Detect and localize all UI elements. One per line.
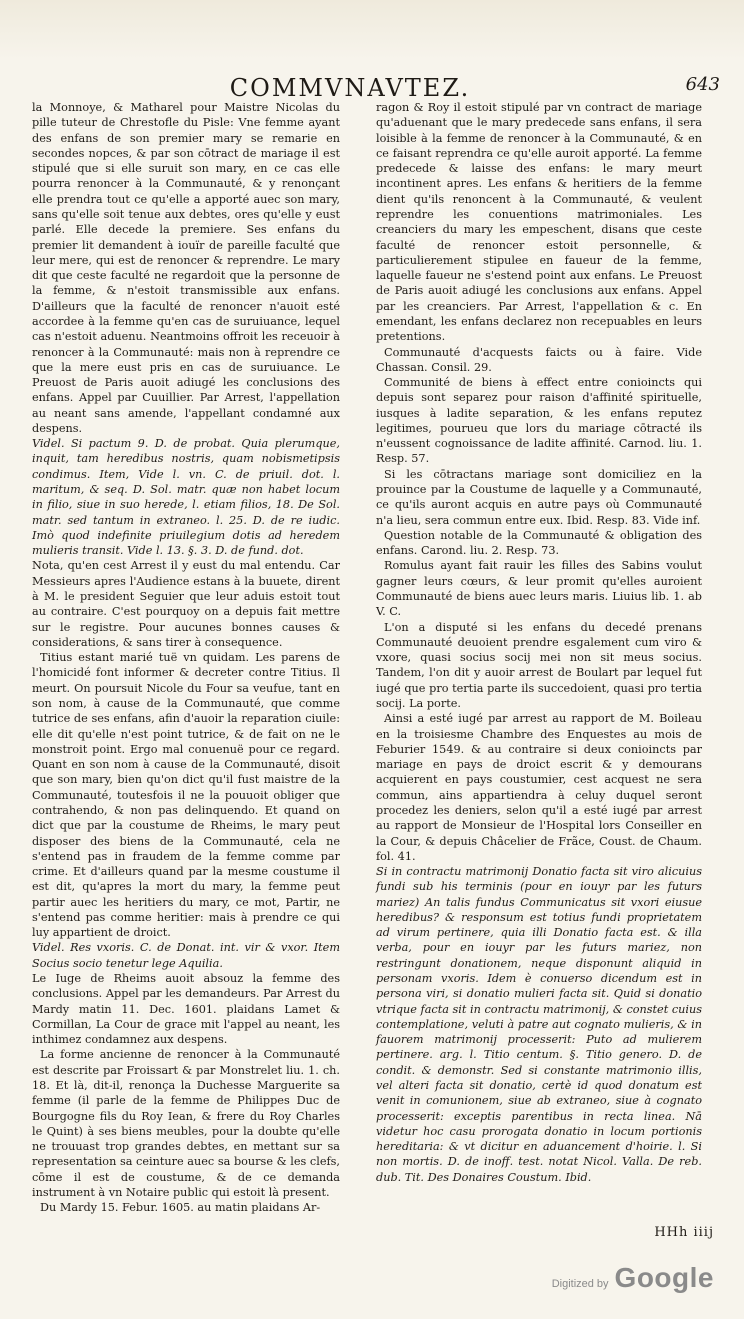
paragraph: ragon & Roy il estoit stipulé par vn contract de mariage qu'aduenant que le mary predecede sans enfans, il sera loisible à la femme de renoncer à la Communauté, & en ce faisant reprendra ce qu'elle auroit apporté. La femme predecede & laisse des enfans: le mary meurt incontinent apres. Les enfans & heritiers de la femme dient qu'ils renoncent à la Communauté, & veulent reprendre les conuentions matrimoniales. Les creanciers du mary les empeschent, disans que ceste faculté de renoncer estoit personnelle, & particulierement stipulee en faueur de la femme, laquelle faueur ne s'estend point aux enfans. Le Preuost de Paris auoit adiugé les conclusions aux enfans. Appel par les creanciers. Par Arrest, l'appellation & c. En emendant, les enfans declarez non recepuables en leurs pretentions. (376, 101, 702, 344)
paragraph: Communauté d'acquests faicts ou à faire. Vide Chassan. Consil. 29. (376, 345, 702, 374)
paragraph: la Monnoye, & Matharel pour Maistre Nicolas du pille tuteur de Chrestofle du Pisle: Vne femme ayant des enfans de son premier mary se remarie en secondes nopces, & par son cōtract de mariage il est stipulé que si elle suruit son mary, en ce cas elle pourra renoncer à la Communauté, & y renonçant elle prendra tout ce qu'elle a apporté auec son mary, sans qu'elle soit tenue aux debtes, ores qu'elle y eust parlé. Elle decede la premiere. Ses enfans du premier lit demandent à iouïr de pareille faculté que leur mere, qui est de renoncer & reprendre. Le mary dit que ceste faculté ne regardoit que la personne de la femme, & n'estoit transmissible aux enfans. D'ailleurs que la faculté de renoncer n'auoit esté accordee à la femme qu'en cas de suruiuance, lequel cas n'estoit aduenu. Neantmoins offroit les receuoir à renoncer à la Communauté: mais non à reprendre ce que la mere eust pris en cas de suruiuance. Le Preuost de Paris auoit adiugé les conclusions des enfans. Appel par Cuuillier. Par Arrest, l'appellation au neant sans amende, l'appellant condamné aux despens. (32, 101, 340, 435)
paragraph: Question notable de la Communauté & obligation des enfans. Carond. liu. 2. Resp. 73. (376, 528, 702, 558)
paragraph: Le Iuge de Rheims auoit absouz la femme des conclusions. Appel par les demandeurs. Par Arrest du Mardy matin 11. Dec. 1601. plaidans Lamet & Cormillan, La Cour de grace mit l'appel au neant, les inthimez condamnez aux despens. (32, 972, 340, 1047)
paragraph: Ainsi a esté iugé par arrest au rapport de M. Boileau en la troisiesme Chambre des Enquestes au mois de Feburier 1549. & au contraire si deux conioincts par mariage en pays de droict escrit & y demourans acquierent en pays coustumier, cest acquest ne sera commun, ains appartiendra à celuy duquel seront procedez les deniers, selon qu'il a esté iugé par arrest au rapport de Monsieur de l'Hospital lors Conseiller en la Cour, & depuis Châcelier de Frãce, Coust. de Chaum. fol. 41. (376, 712, 702, 863)
paragraph: Nota, qu'en cest Arrest il y eust du mal entendu. Car Messieurs apres l'Audience estans à la buuete, dirent à M. le president Seguier que leur aduis estoit tout au contraire. C'est pourquoy on a depuis fait mettre sur le registre. Pour aucunes bonnes causes & considerations, & sans tirer à consequence. (32, 559, 340, 649)
running-head: COMMVNAVTEZ. (229, 74, 471, 102)
paragraph: L'on a disputé si les enfans du decedé prenans Communauté deuoient prendre esgalement cum viro & vxore, quasi socius socij mei non sit meus socius. Tandem, l'on dit y auoir arrest de Boulart par lequel fut iugé que pro tertia parte ils succedoient, quasi pro tertia socij. La porte. (376, 620, 702, 710)
paragraph: Du Mardy 15. Febur. 1605. au matin plaidans Ar- (40, 1201, 321, 1215)
google-watermark (494, 1262, 714, 1294)
paragraph: La forme ancienne de renoncer à la Communauté est descrite par Froissart & par Monstrelet liu. 1. ch. 18. Et là, dit-il, renonça la Duchesse Marguerite sa femme (il parle de la femme de Philippes Duc de Bourgogne fils du Roy Iean, & frere du Roy Charles le Quint) à ses biens meubles, pour la doubte qu'elle ne trouuast trop grandes debtes, en mettant sur sa representation sa ceinture auec sa bourse & les clefs, cōme il est de coustume, & de ce demanda instrument à vn Notaire public qui estoit là present. (32, 1048, 340, 1199)
page-number: 643 (685, 74, 720, 95)
right-column (376, 100, 702, 1185)
citation: Videl. Si pactum 9. D. de probat. Quia plerumque, inquit, tam heredibus nostris, quam nobismetipsis condimus. Item, Vide l. vn. C. de priuil. dot. l. maritum, & seq. D. Sol. matr. quæ non habet locum in filio, siue in suo herede, l. etiam filios, 18. De Sol. matr. sed tantum in extraneo. l. 25. D. de re iudic. Imò quod indefinite priuilegium dotis ad heredem mulieris transit. Vide l. 13. §. 3. D. de fund. dot. (32, 437, 340, 558)
paragraph: Si les cōtractans mariage sont domiciliez en la prouince par la Coustume de laquelle y a Communauté, ce qu'ils auront acquis en autre pays où Communauté n'a lieu, sera commun entre eux. Ibid. Resp. 83. Vide inf. (376, 467, 702, 527)
latin-paragraph: Si in contractu matrimonij Donatio facta sit viro alicuius fundi sub his terminis (pour en iouyr par les futurs mariez) An talis fundus Communicatus sit vxori eiusue heredibus? & responsum est totius fundi proprietatem ad virum pertinere, quia illi Donatio facta est. & illa verba, pour en iouyr par les futurs mariez, non restringunt donationem, neque disponunt aliquid in personam vxoris. Idem è conuerso dicendum est in persona viri, si donatio mulieri facta sit. Quid si donatio vtrique facta sit in contractu matrimonij, & constet cuius contemplatione, veluti à patre aut cognato mulieris, & in fauorem matrimonij processerit: Puto ad mulierem pertinere. arg. l. Titio centum. §. Titio genero. D. de condit. & demonstr. Sed si constante matrimonio illis, vel alteri facta sit donatio, certè id quod donatum est venit in comunionem, siue ab extraneo, siue à cognato processerit: exceptis parentibus in recta linea. Nā videtur hoc casu prorogata donatio in locum portionis hereditaria: & vt dicitur en aduancement d'hoirie. l. Si non mortis. D. de inoff. test. notat Nicol. Valla. De reb. dub. Tit. Des Donaires Coustum. Ibid. (376, 865, 702, 1184)
paragraph: Romulus ayant fait rauir les filles des Sabins voulut gagner leurs cœurs, & leur promit qu'elles auroient Communauté de biens auec leurs maris. Liuius lib. 1. ab V. C. (376, 559, 702, 619)
page-edge-shadow (0, 0, 744, 60)
left-column (32, 100, 340, 1216)
signature-mark: HHh iiij (654, 1225, 714, 1240)
citation: Videl. Res vxoris. C. de Donat. int. vir & vxor. Item Socius socio tenetur lege Aquilia. (32, 941, 340, 970)
paragraph: Titius estant marié tuë vn quidam. Les parens de l'homicidé font informer & decreter contre Titius. Il meurt. On poursuit Nicole du Four sa veufue, tant en son nom, à cause de la Communauté, que comme tutrice de ses enfans, afin d'auoir la reparation ciuile: elle dit qu'elle n'est point tutrice, & de fait on ne le monstroit point. Ergo mal conuenuë pour ce regard. Quant en son nom à cause de la Communauté, disoit que son mary, bien qu'on dict qu'il fust maistre de la Communauté, toutesfois il ne la pouuoit obliger que contrahendo, & non pas delinquendo. Et quand on dict que par la coustume de Rheims, le mary peut disposer des biens de la Communauté, cela ne s'entend pas in fraudem de la femme comme par crime. Et d'ailleurs quand par la mesme coustume il est dit, qu'apres la mort du mary, la femme peut partir auec les heritiers du mary, ce mot, Partir, ne s'entend pas comme heritier: mais à prendre ce qui luy appartient de droict. (32, 651, 340, 940)
paragraph: Communité de biens à effect entre conioincts qui depuis sont separez pour raison d'affinité spirituelle, iusques à ladite separation, & les enfans reputez legitimes, pourueu que lors du mariage cōtracté ils n'eussent cognoissance de ladite affinité. Carnod. liu. 1. Resp. 57. (376, 376, 702, 466)
watermark-prefix: Digitized by (551, 1278, 609, 1290)
google-logo: Google (614, 1262, 714, 1293)
